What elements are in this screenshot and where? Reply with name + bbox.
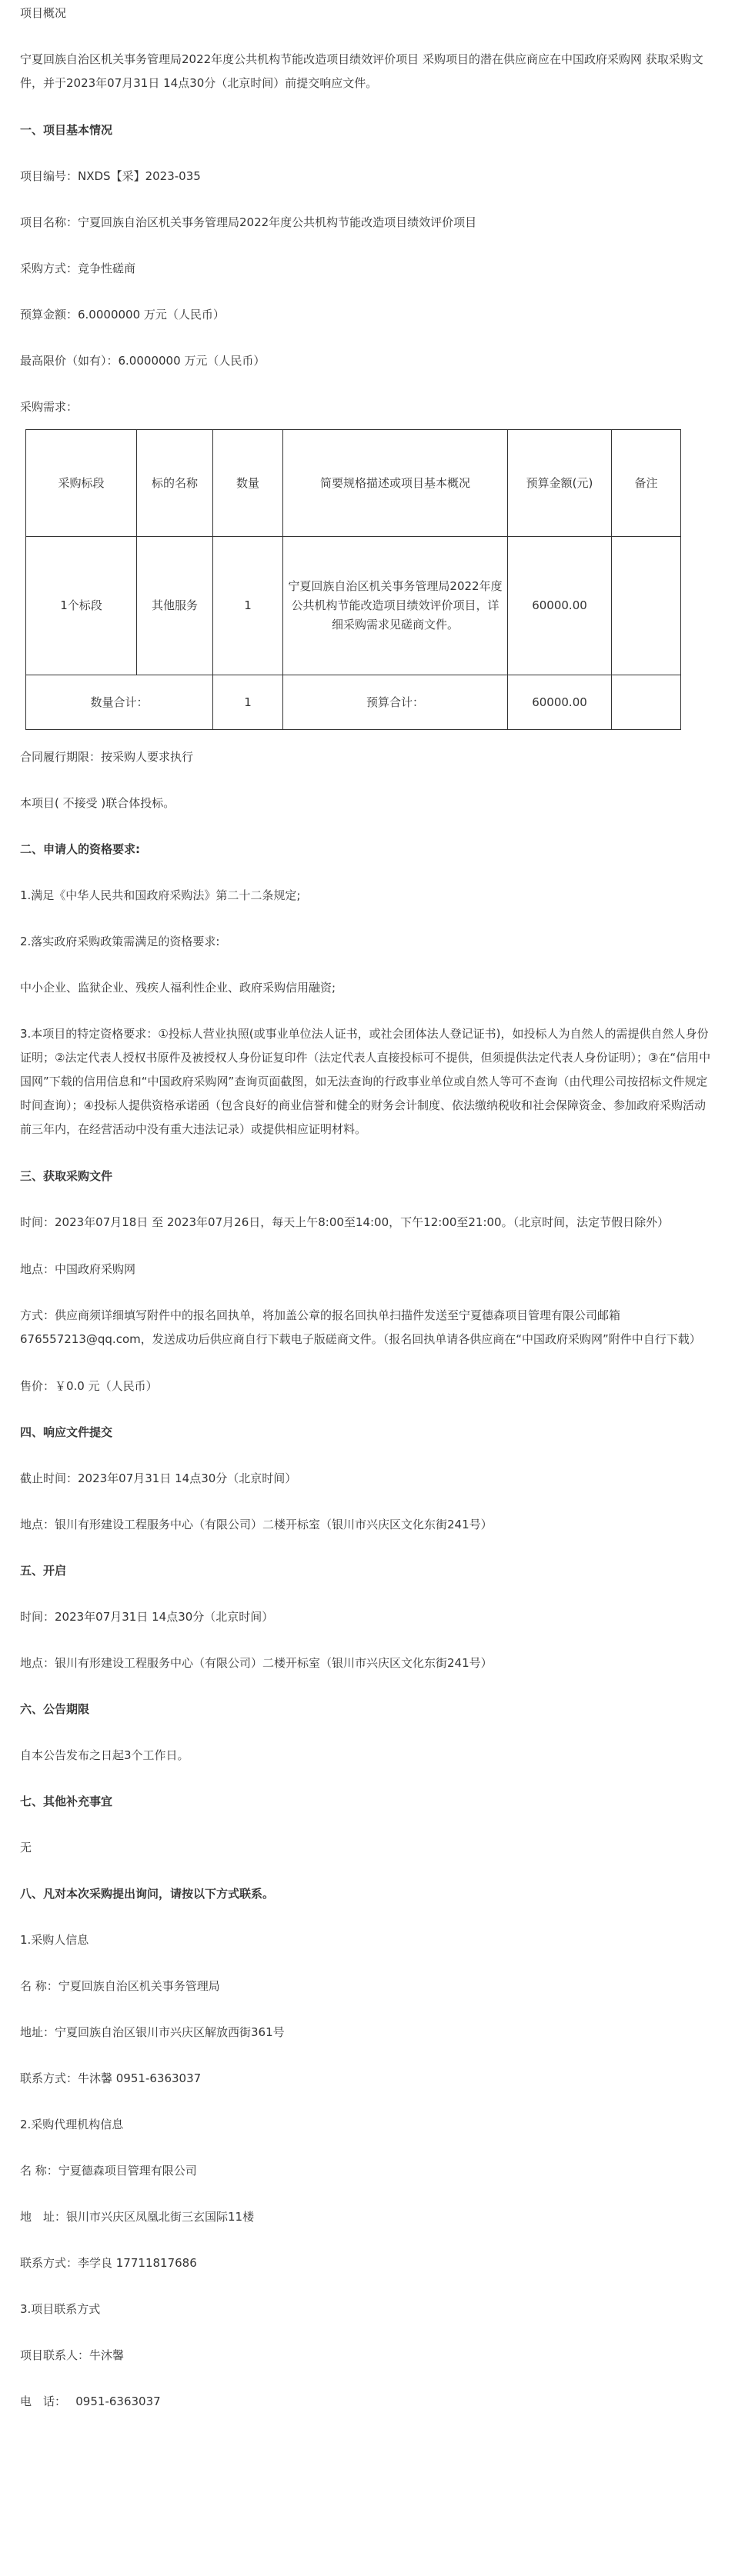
- submit-deadline: 截止时间：2023年07月31日 14点30分（北京时间）: [20, 1471, 297, 1485]
- header-remark: 备注: [612, 430, 681, 537]
- obtain-method: 方式：供应商须详细填写附件中的报名回执单，将加盖公章的报名回执单扫描件发送至宁夏德森项目管理有限公司邮箱676557213@qq.com，发送成功后供应商自行下载电子版磋商文件。（报名回执单请各供应商在“中国政府采购网”附件中自行下载）: [20, 1308, 701, 1346]
- agency-name: 名 称：宁夏德森项目管理有限公司: [20, 2164, 197, 2178]
- qualification-1: 1.满足《中华人民共和国政府采购法》第二十二条规定;: [20, 888, 301, 902]
- requirements-table: [25, 429, 681, 730]
- section-3-heading: 三、获取采购文件: [20, 1169, 113, 1183]
- section-7-heading: 七、其他补充事宜: [20, 1795, 113, 1808]
- header-lot: 采购标段: [26, 430, 137, 537]
- section-1-heading: 一、项目基本情况: [20, 123, 113, 137]
- section-4-heading: 四、响应文件提交: [20, 1425, 113, 1439]
- buyer-name: 名 称：宁夏回族自治区机关事务管理局: [20, 1979, 220, 1993]
- header-item-name: 标的名称: [137, 430, 213, 537]
- demand-label: 采购需求：: [20, 400, 79, 414]
- header-quantity: 数量: [213, 430, 283, 537]
- qualification-3: 3.本项目的特定资格要求：①投标人营业执照(或事业单位法人证书，或社会团体法人登记证书)，如投标人为自然人的需提供自然人身份证明；②法定代表人授权书原件及被授权人身份证复印件（法定代表人直接投标可不提供，但须提供法定代表人身份证明）；③在“信用中国网”下载的信用信息和“中国政府采购网”查询页面截图，如无法查询的行政事业单位或自然人等可不查询（由代理公司按招标文件规定时间查询）；④投标人提供资格承诺函（包含良好的商业信誉和健全的财务会计制度、依法缴纳税收和社会保障资金、参加政府采购活动前三年内，在经营活动中没有重大违法记录）或提供相应证明材料。: [20, 1027, 711, 1136]
- section-2-heading: 二、申请人的资格要求:: [20, 842, 140, 856]
- consortium-note: 本项目( 不接受 )联合体投标。: [20, 796, 175, 810]
- project-contact-person: 项目联系人：牛沐馨: [20, 2348, 125, 2362]
- qualification-2-detail: 中小企业、监狱企业、残疾人福利性企业、政府采购信用融资;: [20, 981, 336, 995]
- project-name: 项目名称：宁夏回族自治区机关事务管理局2022年度公共机构节能改造项目绩效评价项目: [20, 215, 477, 229]
- cell-lot: 1个标段: [26, 537, 137, 675]
- section-6-heading: 六、公告期限: [20, 1702, 90, 1716]
- total-qty: 1: [213, 675, 283, 730]
- obtain-time: 时间：2023年07月18日 至 2023年07月26日，每天上午8:00至14:00，下午12:00至21:00。（北京时间，法定节假日除外）: [20, 1215, 670, 1229]
- total-budget-label: 预算合计：: [283, 675, 508, 730]
- project-number: 项目编号：NXDS【采】2023-035: [20, 169, 201, 183]
- procurement-method: 采购方式：竞争性磋商: [20, 262, 136, 275]
- agency-contact: 联系方式：李学良 17711817686: [20, 2256, 197, 2270]
- cell-remark: [612, 537, 681, 675]
- buyer-address: 地址：宁夏回族自治区银川市兴庆区解放西街361号: [20, 2025, 285, 2039]
- other-matters: 无: [20, 1841, 32, 1855]
- contract-period: 合同履行期限：按采购人要求执行: [20, 750, 194, 764]
- agency-address: 地 址：银川市兴庆区凤凰北街三玄国际11楼: [20, 2210, 255, 2224]
- budget-amount: 预算金额：6.0000000 万元（人民币）: [20, 308, 225, 322]
- table-row: [26, 537, 681, 675]
- qualification-2: 2.落实政府采购政策需满足的资格要求:: [20, 935, 220, 948]
- cell-quantity: 1: [213, 537, 283, 675]
- opening-time: 时间：2023年07月31日 14点30分（北京时间）: [20, 1610, 274, 1624]
- total-remark: [612, 675, 681, 730]
- total-qty-label: 数量合计：: [26, 675, 213, 730]
- buyer-contact: 联系方式：牛沐馨 0951-6363037: [20, 2071, 202, 2085]
- buyer-title: 1.采购人信息: [20, 1933, 89, 1947]
- table-header-row: [26, 430, 681, 537]
- notice-period: 自本公告发布之日起3个工作日。: [20, 1748, 189, 1762]
- project-contact-phone: 电 话： 0951-6363037: [20, 2394, 161, 2408]
- section-8-heading: 八、凡对本次采购提出询问，请按以下方式联系。: [20, 1887, 275, 1901]
- opening-place: 地点：银川有形建设工程服务中心（有限公司）二楼开标室（银川市兴庆区文化东街241号）: [20, 1656, 493, 1670]
- table-total-row: [26, 675, 681, 730]
- overview-title: 项目概况: [20, 6, 67, 20]
- obtain-price: 售价：￥0.0 元（人民币）: [20, 1379, 158, 1393]
- project-contact-title: 3.项目联系方式: [20, 2302, 101, 2316]
- max-price: 最高限价（如有）：6.0000000 万元（人民币）: [20, 354, 266, 368]
- obtain-place: 地点：中国政府采购网: [20, 1262, 136, 1276]
- cell-spec: 宁夏回族自治区机关事务管理局2022年度公共机构节能改造项目绩效评价项目，详细采购需求见磋商文件。: [283, 537, 508, 675]
- submit-place: 地点：银川有形建设工程服务中心（有限公司）二楼开标室（银川市兴庆区文化东街241号）: [20, 1518, 493, 1531]
- section-5-heading: 五、开启: [20, 1564, 67, 1578]
- cell-item-name: 其他服务: [137, 537, 213, 675]
- header-budget: 预算金额(元): [508, 430, 612, 537]
- cell-budget: 60000.00: [508, 537, 612, 675]
- overview-intro: 宁夏回族自治区机关事务管理局2022年度公共机构节能改造项目绩效评价项目 采购项目的潜在供应商应在中国政府采购网 获取采购文件，并于2023年07月31日 14点30分（北京时间）前提交响应文件。: [20, 52, 703, 90]
- agency-title: 2.采购代理机构信息: [20, 2118, 124, 2131]
- total-budget: 60000.00: [508, 675, 612, 730]
- header-spec: 简要规格描述或项目基本概况: [283, 430, 508, 537]
